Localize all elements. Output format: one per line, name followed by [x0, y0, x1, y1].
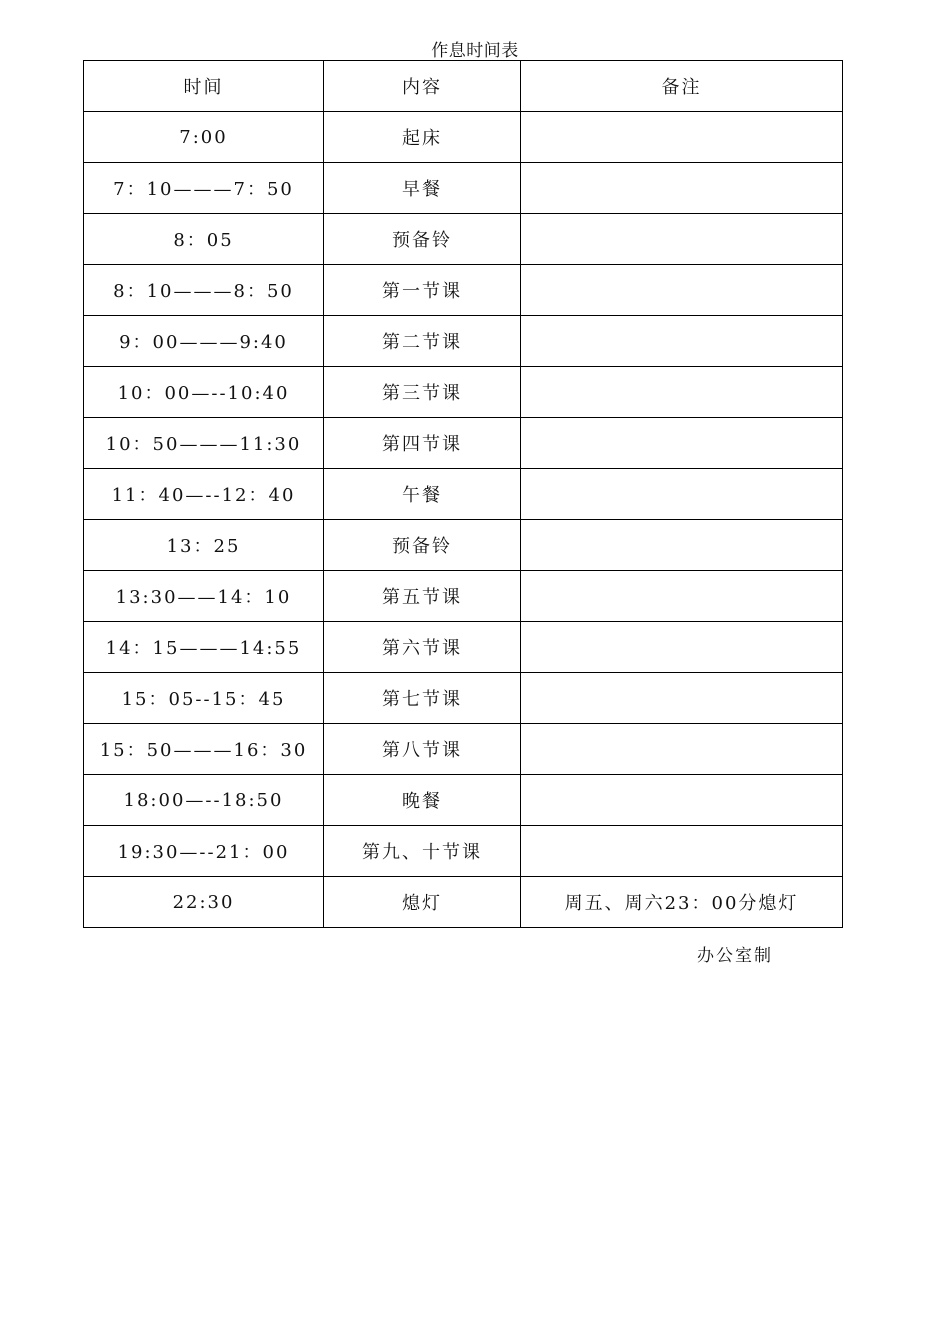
content-cell: 第二节课 — [324, 316, 521, 367]
time-cell: 9：00———9:40 — [84, 316, 324, 367]
header-content: 内容 — [324, 61, 521, 112]
note-cell — [521, 367, 843, 418]
note-cell — [521, 214, 843, 265]
time-cell: 7:00 — [84, 112, 324, 163]
note-cell — [521, 673, 843, 724]
note-cell — [521, 265, 843, 316]
time-cell: 8：10———8：50 — [84, 265, 324, 316]
time-cell: 10：00—--10:40 — [84, 367, 324, 418]
table-row — [84, 571, 843, 622]
content-cell: 熄灯 — [324, 877, 521, 928]
note-cell — [521, 520, 843, 571]
note-cell: 周五、周六23：00分熄灯 — [521, 877, 843, 928]
note-cell — [521, 775, 843, 826]
header-time: 时间 — [84, 61, 324, 112]
content-cell: 预备铃 — [324, 214, 521, 265]
schedule-table — [83, 60, 843, 928]
table-row — [84, 877, 843, 928]
table-row — [84, 163, 843, 214]
time-cell: 8：05 — [84, 214, 324, 265]
table-row — [84, 112, 843, 163]
note-cell — [521, 622, 843, 673]
note-cell — [521, 316, 843, 367]
time-cell: 10：50———11:30 — [84, 418, 324, 469]
table-row — [84, 520, 843, 571]
time-cell: 13：25 — [84, 520, 324, 571]
time-cell: 22:30 — [84, 877, 324, 928]
content-cell: 晚餐 — [324, 775, 521, 826]
time-cell: 14：15———14:55 — [84, 622, 324, 673]
table-row — [84, 418, 843, 469]
table-row — [84, 214, 843, 265]
content-cell: 第七节课 — [324, 673, 521, 724]
table-row — [84, 469, 843, 520]
time-cell: 18:00—--18:50 — [84, 775, 324, 826]
time-cell: 7：10———7：50 — [84, 163, 324, 214]
table-row — [84, 265, 843, 316]
table-header-row — [84, 61, 843, 112]
footer-note: 办公室制 — [697, 946, 773, 966]
content-cell: 第一节课 — [324, 265, 521, 316]
time-cell: 19:30—--21：00 — [84, 826, 324, 877]
content-cell: 预备铃 — [324, 520, 521, 571]
table-row — [84, 367, 843, 418]
note-cell — [521, 112, 843, 163]
content-cell: 第三节课 — [324, 367, 521, 418]
table-row — [84, 826, 843, 877]
note-cell — [521, 163, 843, 214]
content-cell: 第五节课 — [324, 571, 521, 622]
content-cell: 早餐 — [324, 163, 521, 214]
content-cell: 第九、十节课 — [324, 826, 521, 877]
content-cell: 午餐 — [324, 469, 521, 520]
table-row — [84, 775, 843, 826]
content-cell: 起床 — [324, 112, 521, 163]
table-row — [84, 673, 843, 724]
content-cell: 第四节课 — [324, 418, 521, 469]
note-cell — [521, 469, 843, 520]
table-row — [84, 724, 843, 775]
note-cell — [521, 826, 843, 877]
header-note: 备注 — [521, 61, 843, 112]
document-title: 作息时间表 — [431, 41, 519, 61]
content-cell: 第八节课 — [324, 724, 521, 775]
note-cell — [521, 724, 843, 775]
table-row — [84, 622, 843, 673]
time-cell: 13:30——14：10 — [84, 571, 324, 622]
note-cell — [521, 418, 843, 469]
content-cell: 第六节课 — [324, 622, 521, 673]
table-row — [84, 316, 843, 367]
time-cell: 15：50———16：30 — [84, 724, 324, 775]
time-cell: 15：05--15：45 — [84, 673, 324, 724]
note-cell — [521, 571, 843, 622]
time-cell: 11：40—--12：40 — [84, 469, 324, 520]
